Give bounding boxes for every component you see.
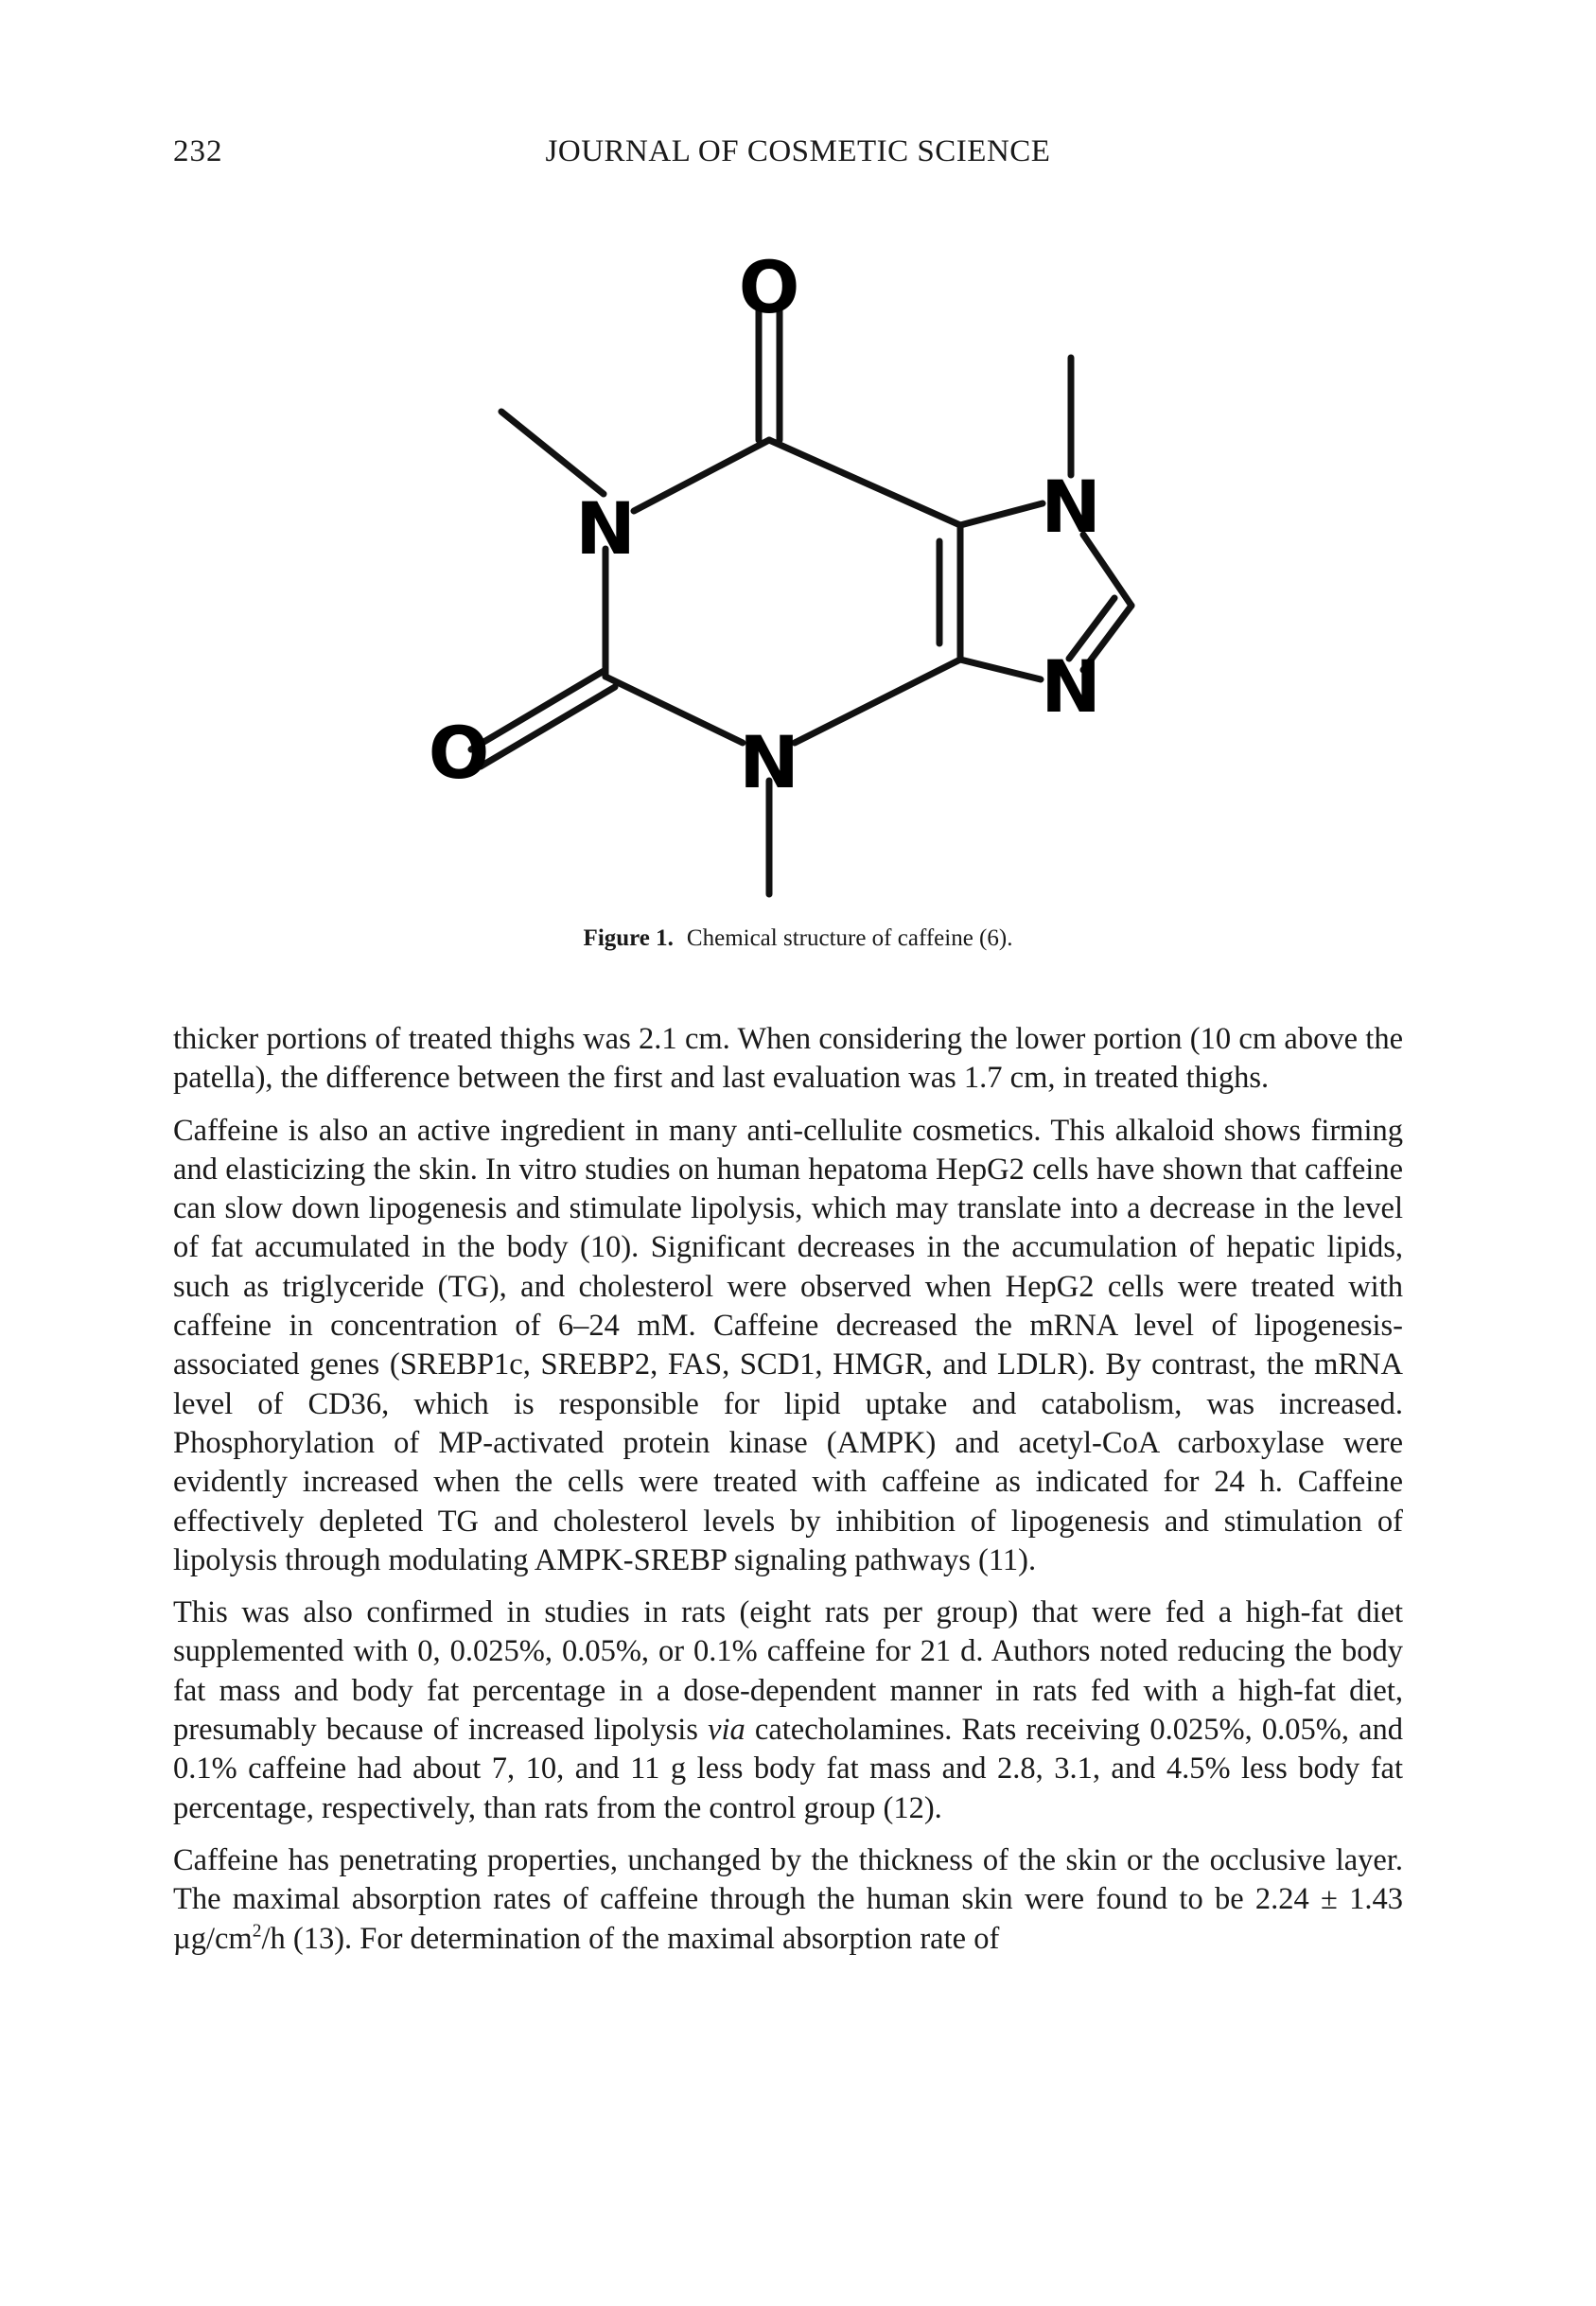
bond-c2-o-b — [481, 687, 615, 766]
paragraph-3-italic: via — [708, 1713, 745, 1748]
atom-n7: N — [1041, 465, 1101, 549]
bond-c2-o-a — [471, 670, 605, 749]
figure-caption-label: Figure 1. — [583, 925, 674, 951]
paragraph-2: Caffeine is also an active ingredient in many anti-cellulite cosmetics. This alkaloid shows firming and elasticizing the skin. In vitro studies on human hepatoma HepG2 cells have shown that caffeine can slow down lipogenesis and stimulate lipolysis, which may translate into a decrease in the level of fat accumulated in the body (10). Significant decreases in the accumulation of hepatic lipids, such as triglyceride (TG), and cholesterol were observed when HepG2 cells were treated with caffeine in concentration of 6–24 mM. Caffeine decreased the mRNA level of lipogenesis-associated genes (SREBP1c, SREBP2, FAS, SCD1, HMGR, and LDLR). By contrast, the mRNA level of CD36, which is responsible for lipid uptake and catabolism, was increased. Phosphorylation of MP-activated protein kinase (AMPK) and acetyl-CoA carboxylase were evidently increased when the cells were treated with caffeine as indicated for 24 h. Caffeine effectively depleted TG and cholesterol levels by inhibition of lipogenesis and stimulation of lipolysis through modulating AMPK-SREBP signaling pathways (11). — [173, 1113, 1403, 1577]
bond-n9-c4 — [960, 660, 1041, 679]
atom-n3: N — [739, 720, 799, 804]
body-text — [173, 1020, 1403, 1972]
atom-o-left: O — [428, 711, 490, 795]
page-number: 232 — [173, 134, 223, 168]
superscript-2: 2 — [252, 1920, 262, 1941]
paragraph-4-text-a: Caffeine has penetrating properties, unchanged by the thickness of the skin or the occlusive layer. The maximal absorption rates of caffeine through the human skin were found to be 2.24 ± 1.43 µg/cm — [173, 1842, 1403, 1956]
caffeine-structure-diagram — [378, 227, 1211, 918]
figure-caption — [0, 923, 1596, 955]
paragraph-4 — [173, 1841, 1403, 1959]
journal-title: JOURNAL OF COSMETIC SCIENCE — [545, 134, 1051, 168]
atom-o-top: O — [738, 245, 800, 329]
running-head — [0, 131, 1596, 172]
paragraph-4-text-b: /h (13). For determination of the maximal absorption rate of — [261, 1921, 1000, 1956]
paragraph-3 — [173, 1593, 1403, 1828]
bond-c5-c6 — [769, 440, 960, 525]
bond-n1-methyl — [501, 412, 604, 494]
caffeine-structure-figure — [378, 227, 1211, 918]
paragraph-3-text-b: catecholamines. Rats receiving 0.025%, 0.05%, and 0.1% caffeine had about 7, 10, and 11 g less body fat mass and 2.8, 3.1, and 4.5% less body fat percentage, respectively, than rats from the control group (12). — [173, 1713, 1403, 1825]
bond-c2-n3 — [605, 677, 743, 743]
bond-c6-n1 — [634, 440, 769, 511]
paragraph-1: thicker portions of treated thighs was 2.1 cm. When considering the lower portion (10 cm above the patella), the difference between the first and last evaluation was 1.7 cm, in treated thighs. — [173, 1022, 1403, 1096]
bond-n3-c4 — [795, 660, 960, 743]
atom-n1: N — [575, 486, 636, 571]
atom-n9: N — [1041, 644, 1101, 729]
bond-c5-n7 — [960, 503, 1043, 525]
paragraph-3-text-a: This was also confirmed in studies in rats (eight rats per group) that were fed a high-fat diet supplemented with 0, 0.025%, 0.05%, or 0.1% caffeine for 21 d. Authors noted reducing the body fat mass and body fat percentage in a dose-dependent manner in rats fed with a high-fat diet, presumably because of increased lipolysis — [173, 1595, 1403, 1748]
figure-caption-text: Chemical structure of caffeine (6). — [686, 925, 1013, 951]
